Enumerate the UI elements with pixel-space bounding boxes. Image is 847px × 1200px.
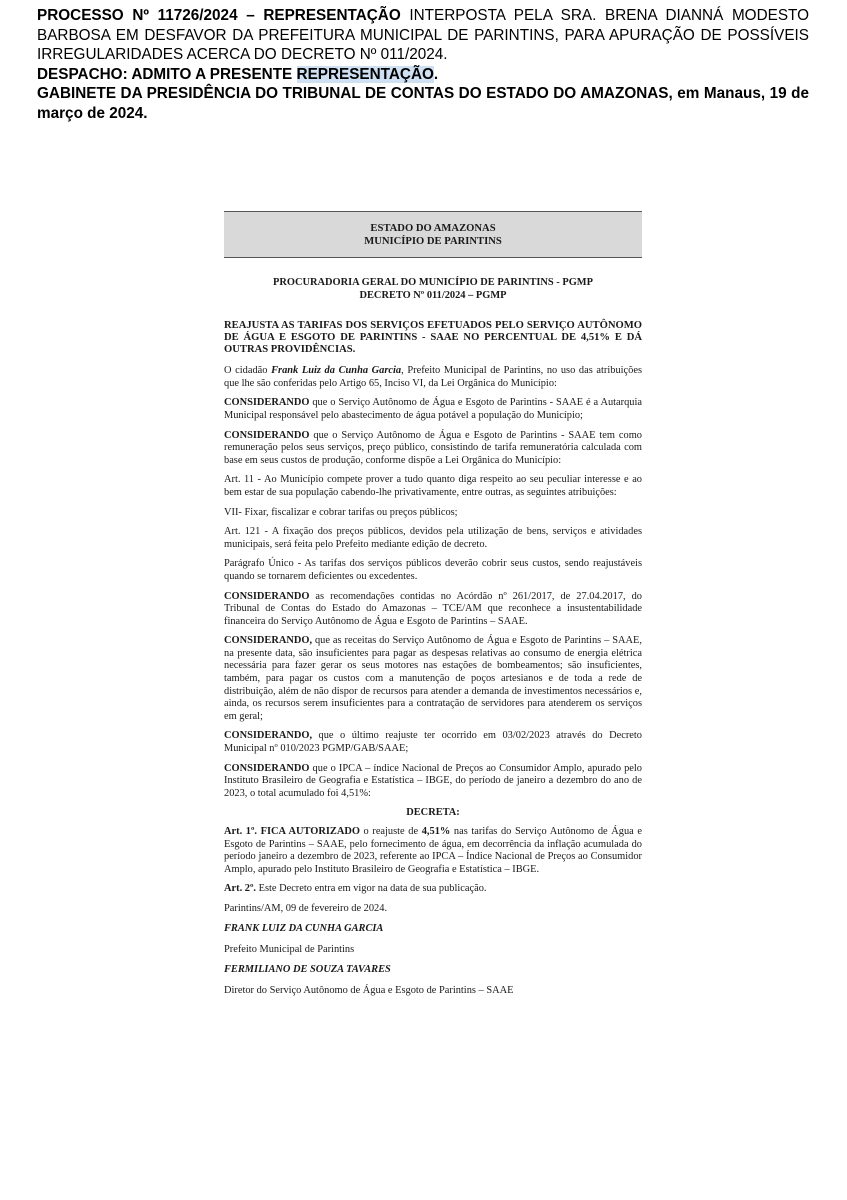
item-vii: VII- Fixar, fiscalizar e cobrar tarifas ou preços públicos;: [224, 506, 458, 518]
considerando-2: [224, 430, 642, 468]
signatory-1-role: Prefeito Municipal de Parintins: [224, 944, 355, 956]
article-1-text: o reajuste de: [359, 826, 422, 837]
article-2: [224, 883, 642, 896]
considerando-text: que o último reajuste ter ocorrido em 03/02/2023 através do Decreto Municipal nº 010/2023 PGMP/GAB/SAAE;: [224, 730, 642, 755]
municipality-name: MUNICÍPIO DE PARINTINS: [364, 235, 502, 247]
considerando-text: que o Serviço Autônomo de Água e Esgoto de Parintins - SAAE é a Autarquia Municipal responsável pelo abastecimento de água potável a população do Município;: [224, 397, 642, 421]
considerando-1: [224, 397, 642, 422]
considerando-text: que as receitas do Serviço Autônomo de Água e Esgoto de Parintins – SAAE, na presente data, são insuficientes para pagar as despesas relativas ao consumo de energia elétrica necessária para fazer gerar os seus motores nas estações de bombeamentos; são insuficientes, também, para pagar os custos com a manutenção de poços artesianos e de toda a rede de distribuição, além de não dispor de recursos para atender a demanda de investimentos necessários e, ainda, os recursos serem insuficientes para a contratação de servidores para atenderem os serviços em geral;: [224, 635, 642, 722]
paragrafo-unico: Parágrafo Único - As tarifas dos serviços públicos deverão cobrir seus custos, sendo reajustáveis quando se tornarem deficientes ou excedentes.: [224, 558, 642, 582]
considerando-label: CONSIDERANDO: [224, 762, 310, 774]
considerando-label: CONSIDERANDO,: [224, 730, 313, 742]
article-2-text: Este Decreto entra em vigor na data de sua publicação.: [256, 883, 487, 895]
article-121: Art. 121 - A fixação dos preços públicos, devidos pela utilização de bens, serviços e atividades municipais, será feita pelo Prefeito mediante edição de decreto.: [224, 526, 642, 550]
gazette-header: [37, 6, 809, 123]
considerando-label: CONSIDERANDO: [224, 397, 310, 409]
intro-paragraph: [224, 365, 642, 390]
considerando-6: [224, 763, 642, 801]
article-1-text-2: nas tarifas do Serviço Autônomo de Água e Esgoto de Parintins – SAAE, pelo fornecimento de água, em decorrência da inflação acumulada do período janeiro a dezembro de 2023, referente ao IPCA – Índice Nacional de Preços ao Consumidor Amplo, apurado pelo Instituto Brasileiro de Geografia e Estatística – IBGE.: [224, 826, 643, 875]
considerando-label: CONSIDERANDO,: [224, 635, 313, 647]
adjustment-percent: 4,51%: [421, 826, 451, 837]
despacho-end: .: [433, 65, 439, 83]
signatory-2-role: Diretor do Serviço Autônomo de Água e Esgoto de Parintins – SAAE: [224, 985, 514, 997]
considerando-text: as recomendações contidas no Acórdão nº 261/2017, de 27.04.2017, do Tribunal de Contas do Estado do Amazonas – TCE/AM que reconhece a insustentabilidade financeira do Serviço Autônomo de Água e Esgoto de Parintins – SAAE.: [224, 590, 642, 627]
despacho-text: : ADMITO A PRESENTE: [122, 65, 297, 83]
mayor-name: Frank Luiz da Cunha Garcia: [271, 365, 402, 377]
decree-number: DECRETO Nº 011/2024 – PGMP: [359, 289, 507, 301]
article-1-label: Art. 1º. FICA AUTORIZADO: [224, 826, 360, 837]
decree-document: [224, 211, 642, 1005]
decreta-heading: DECRETA:: [406, 807, 460, 819]
article-11: Art. 11 - Ao Município compete prover a tudo quanto diga respeito ao seu peculiar interesse e ao bem estar de sua população cabendo-lhe privativamente, entre outras, as seguintes atribuições:: [224, 474, 642, 498]
considerando-4: [224, 635, 642, 723]
gabinete-paragraph: [37, 84, 809, 123]
decree-summary: REAJUSTA AS TARIFAS DOS SERVIÇOS EFETUADOS PELO SERVIÇO AUTÔNOMO DE ÁGUA E ESGOTO DE PARINTINS - SAAE NO PERCENTUAL DE 4,51% E DÁ OUTRAS PROVIDÊNCIAS.: [224, 320, 642, 356]
considerando-label: CONSIDERANDO: [224, 429, 310, 441]
signatory-1-name: FRANK LUIZ DA CUNHA GARCIA: [224, 922, 384, 934]
considerando-3: [224, 591, 642, 629]
state-name: ESTADO DO AMAZONAS: [370, 222, 496, 234]
considerando-label: CONSIDERANDO: [224, 590, 310, 602]
procuradoria-title: PROCURADORIA GERAL DO MUNICÍPIO DE PARINTINS - PGMP: [273, 277, 593, 288]
article-1: [224, 826, 642, 876]
process-number: PROCESSO Nº 11726/2024 – REPRESENTAÇÃO: [37, 7, 401, 24]
gabinete-text: GABINETE DA PRESIDÊNCIA DO TRIBUNAL DE CONTAS DO ESTADO DO AMAZONAS, em Manaus, 19 de março de 2024.: [37, 85, 809, 122]
despacho-label: DESPACHO: [37, 65, 123, 83]
process-paragraph: [37, 6, 809, 65]
considerando-text: que o Serviço Autônomo de Água e Esgoto de Parintins - SAAE tem como remuneração pelos seus serviços, preço público, consistindo de tarifa remuneratória calculada com base em seus custos de produção, conforme dispõe a Lei Orgânica do Município:: [224, 429, 642, 466]
process-description: INTERPOSTA PELA SRA. BRENA DIANNÁ MODESTO BARBOSA EM DESFAVOR DA PREFEITURA MUNICIPAL DE PARINTINS, PARA APURAÇÃO DE POSSÍVEIS IRREGULARIDADES ACERCA DO DECRETO Nº 011/2024.: [37, 7, 809, 63]
despacho-paragraph: [37, 65, 809, 85]
state-header-box: [224, 211, 642, 258]
intro-text-2: , Prefeito Municipal de Parintins, no uso das atribuições que lhe são conferidas pelo Artigo 65, Inciso VI, da Lei Orgânica do Município:: [224, 365, 643, 389]
considerando-5: [224, 730, 642, 755]
selected-text-highlight[interactable]: REPRESENTAÇÃO: [296, 65, 434, 83]
considerando-text: que o IPCA – índice Nacional de Preços ao Consumidor Amplo, apurado pelo Instituto Brasileiro de Geografia e Estatística – IBGE, do período de janeiro a dezembro do ano de 2023, o total acumulado foi 4,51%:: [224, 762, 642, 799]
intro-text: O cidadão: [224, 365, 272, 377]
signatory-2-name: FERMILIANO DE SOUZA TAVARES: [224, 963, 391, 975]
place-date: Parintins/AM, 09 de fevereiro de 2024.: [224, 902, 388, 914]
article-2-label: Art. 2º.: [224, 883, 256, 895]
